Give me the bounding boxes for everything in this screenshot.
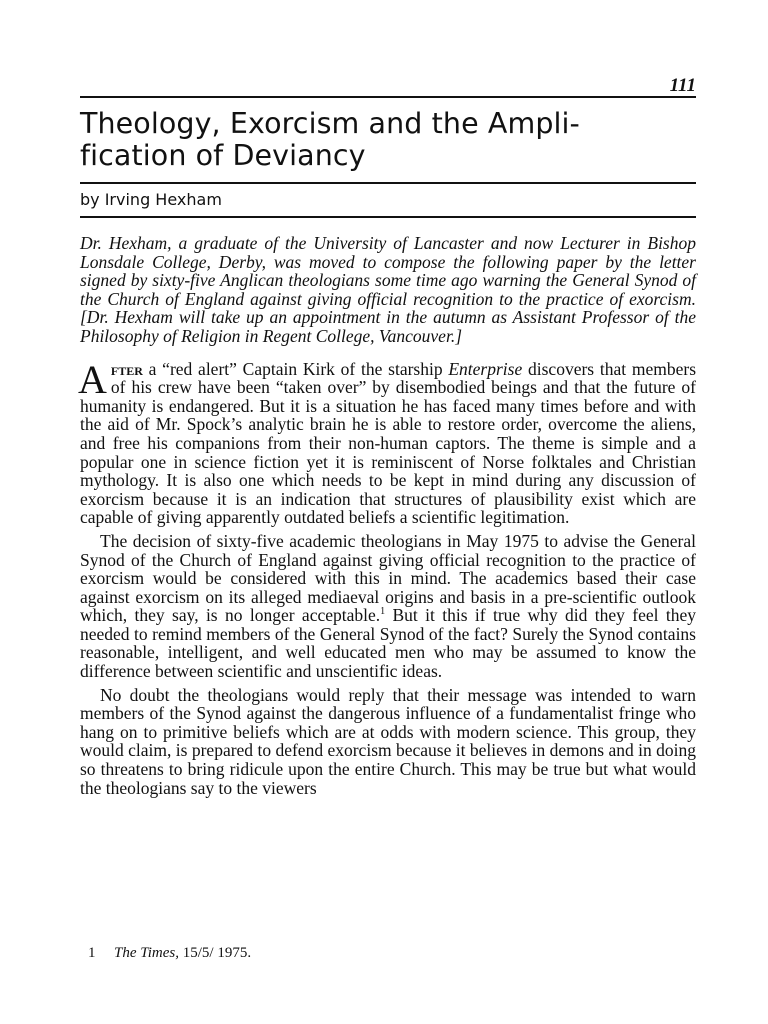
title-line-1: Theology, Exorcism and the Ampli- [80,107,580,140]
title-rule [80,182,696,184]
paragraph-1-text-a: a “red alert” Captain Kirk of the starship [142,358,449,379]
article-body [78,356,697,798]
editor-introduction: Dr. Hexham, a graduate of the University of Lancaster and now Lecturer in Bishop Lonsdale College, Derby, was moved to compose the following paper by the letter signed by sixty-five Anglican theologians some time ago warning the General Synod of the Church of England against giving official recognition to the practice of exorcism. [Dr. Hexham will take up an appointment in the autumn as Assistant Professor of the Philosophy of Religion in Regent College, Vancouver.] [80,233,696,346]
article-page [80,76,696,802]
paragraph-2 [80,532,696,681]
page-number: 111 [669,75,696,96]
paragraph-1-text-b: discovers that members of his crew have been “taken over” by disembodied beings and that the future of humanity is endangered. But it is a situation he has faced many times before and with the aid of Mr. Spock’s analytic brain he is able to restore order, overcome the aliens, and free his companions from their non-human captors. The theme is simple and a popular one in science fiction yet it is reminiscent of Norse folktales and Christian mythology. It is also one which needs to be kept in mind during any discussion of exorcism because it is an indication that structures of plausibility exist which are capable of giving apparently outdated beliefs a scientific legitimation. [80,358,697,528]
paragraph-2-text-b: But it this if true why did they feel they needed to remind members of the General Synod of the fact? Surely the Synod contains reasonable, intelligent, and well educated men who may be assumed to know the difference between scientific and unscientific ideas. [80,605,696,682]
footnote [88,944,251,962]
top-rule [80,96,696,98]
footnote-number: 1 [88,945,96,961]
paragraph-3: No doubt the theologians would reply that their message was intended to warn members of the Synod against the dangerous influence of a fundamentalist fringe who hang on to primitive beliefs which are at odds with modern science. This group, they would claim, is prepared to defend exorcism because it believes in demons and in doing so threatens to bring ridicule upon the entire Church. This may be true but what would the theologians say to the viewers [80,684,696,798]
paragraph-1 [78,356,697,528]
footnote-source: The Times, [114,945,180,961]
lead-in-caps: fter [110,358,143,379]
drop-cap: A [78,356,107,402]
title-line-2: fication of Deviancy [80,139,366,172]
byline-rule [80,216,696,218]
byline: by Irving Hexham [80,190,222,209]
paragraph-2-text-a: The decision of sixty-five academic theologians in May 1975 to advise the General Synod of the Church of England against giving official recognition to the practice of exorcism would be considered with this in mind. The academics based their case against exorcism on its alleged mediaeval origins and basis in a pre-scientific outlook which, they say, is no longer acceptable. [80,530,696,626]
article-title [80,108,696,172]
footnote-date: 15/5/ 1975. [182,945,252,961]
footnote-reference: 1 [380,606,386,618]
ship-name: Enterprise [448,358,523,379]
